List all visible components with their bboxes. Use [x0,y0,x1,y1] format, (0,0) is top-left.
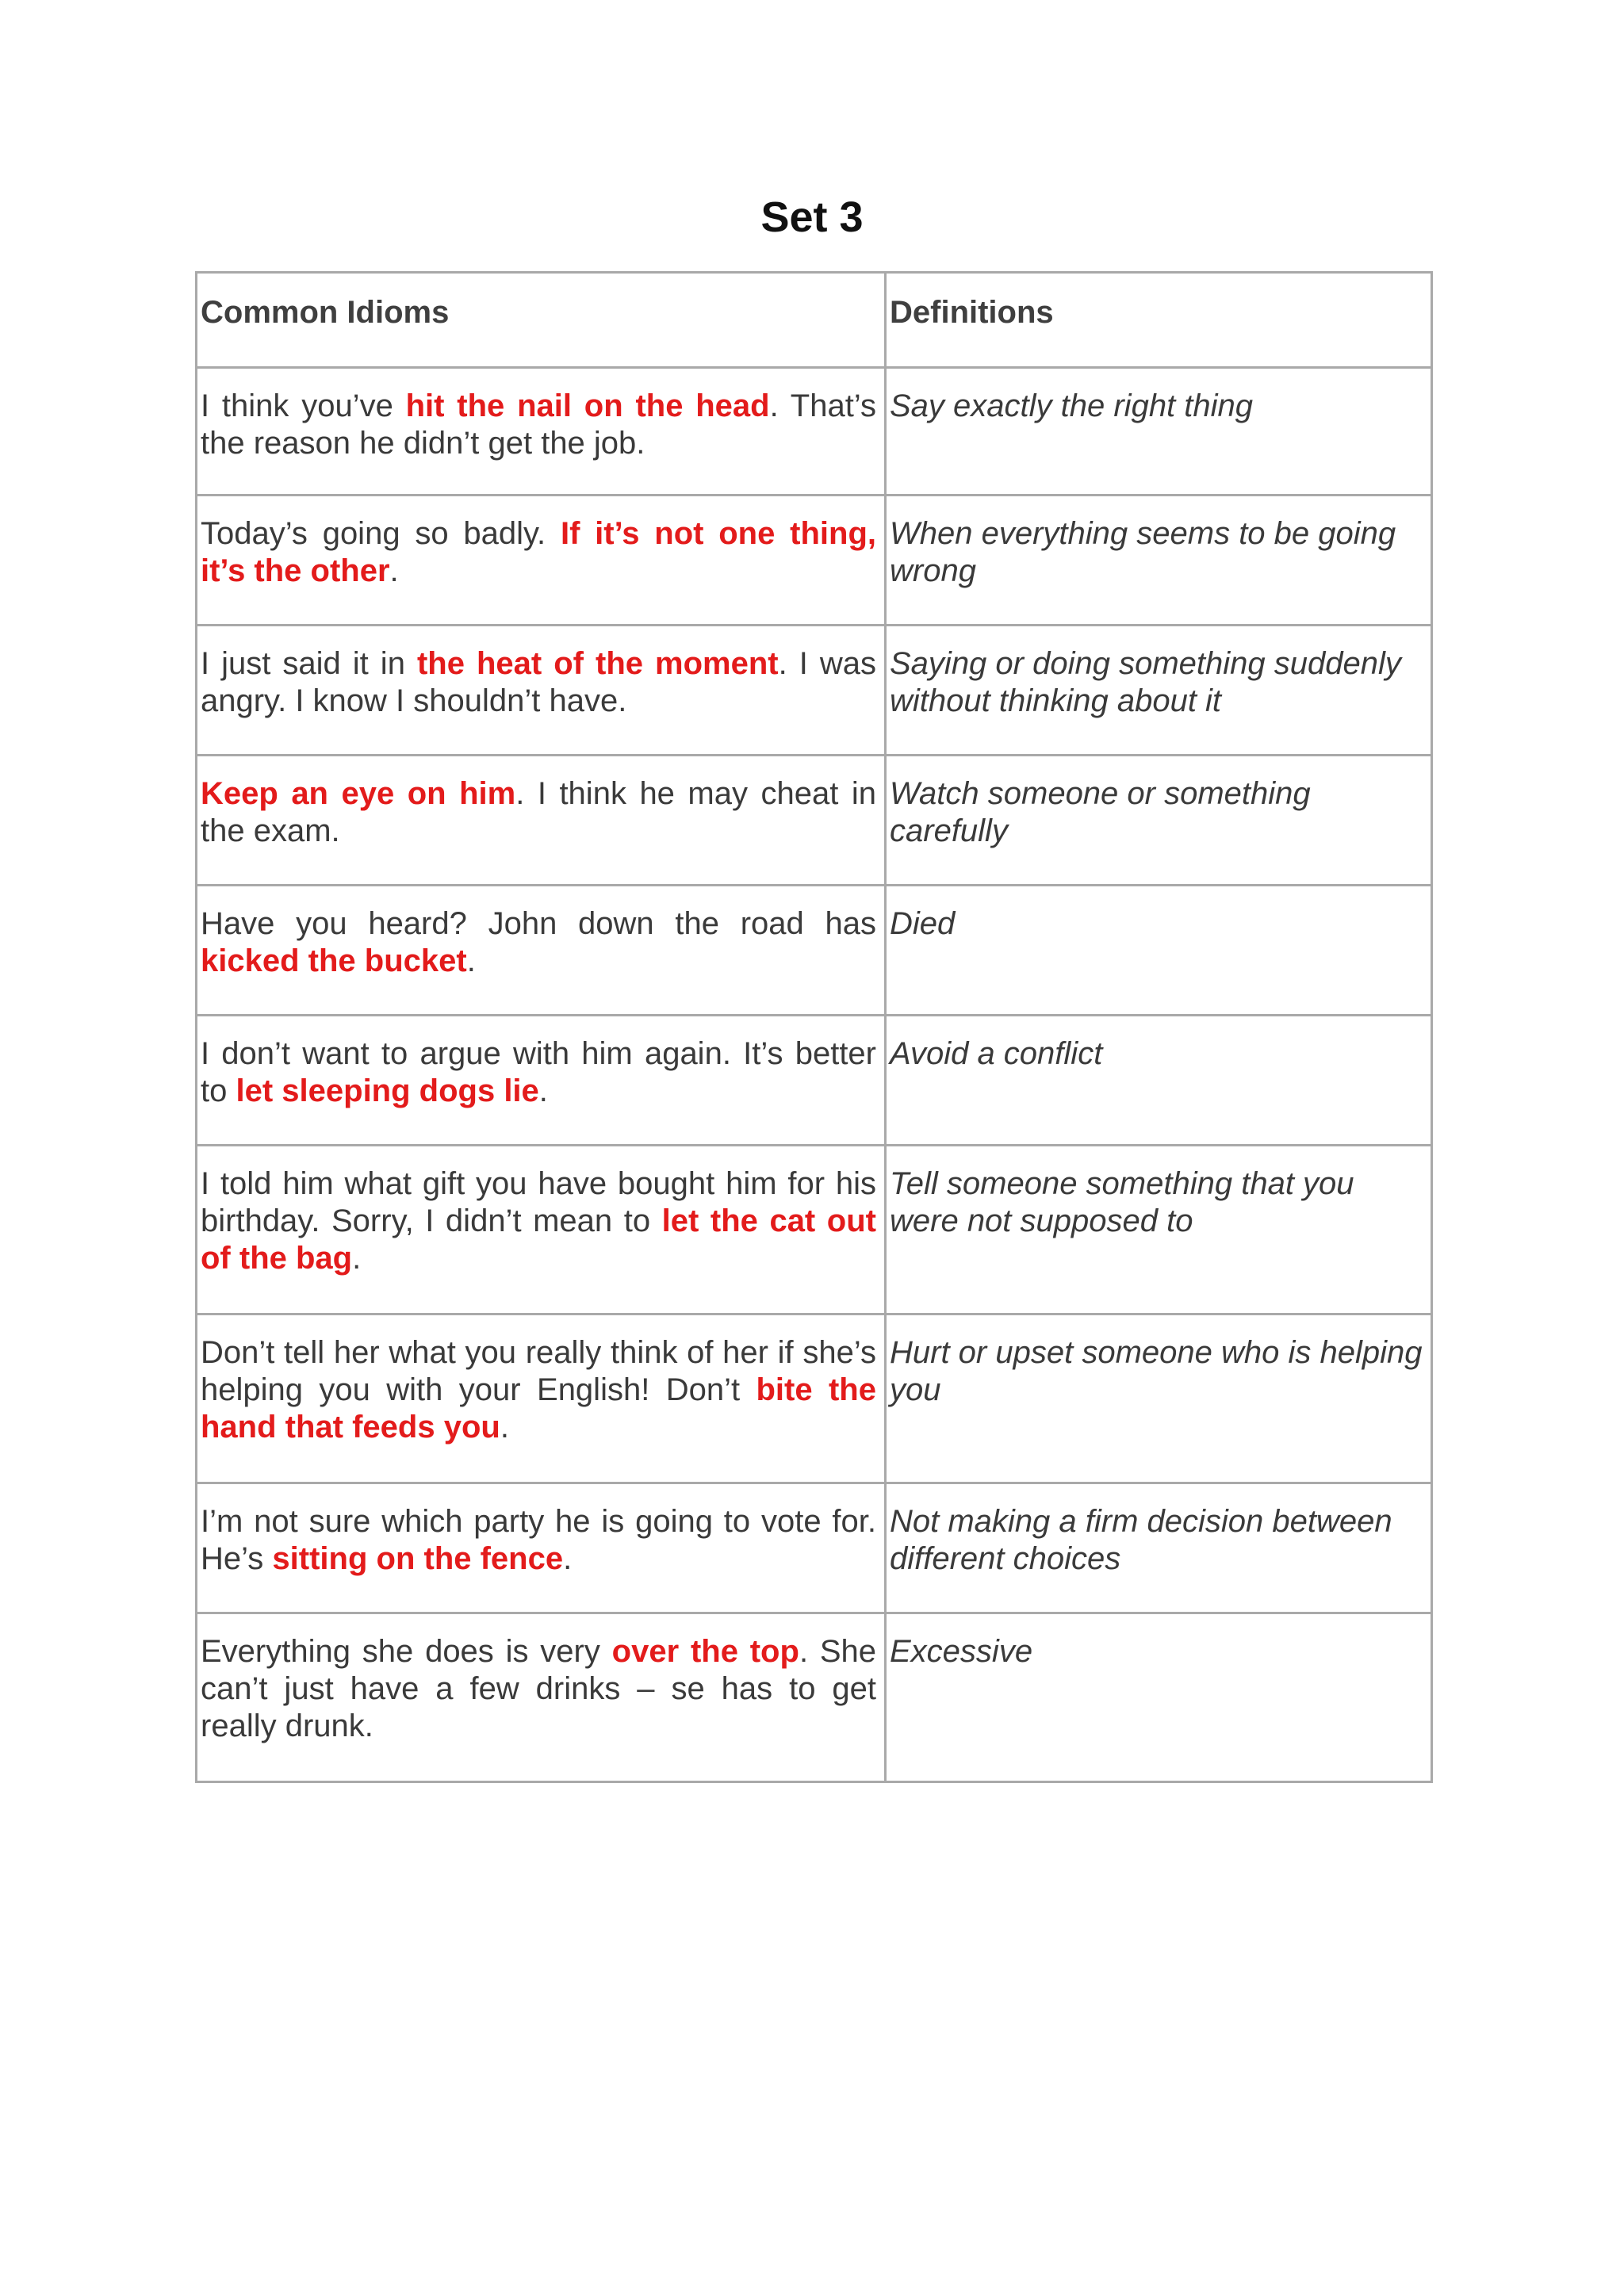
idiom-phrase: Keep an eye on him [201,776,516,811]
header-common-idioms: Common Idioms [197,273,886,368]
sentence-before: I don’t want to argue with him again. It’s better to [201,1036,876,1108]
idiom-phrase: bite the hand that feeds you [201,1372,876,1445]
idiom-definition: Excessive [886,1613,1432,1782]
table-row [197,496,1432,626]
sentence-after: . That’s the reason he didn’t get the job. [201,388,876,461]
sentence-before: I think you’ve [201,388,406,423]
sentence-after: . [352,1241,362,1276]
example-sentence [197,626,886,756]
table-row [197,626,1432,756]
idiom-phrase: the heat of the moment [416,646,779,681]
sentence-before: I just said it in [201,646,417,681]
sentence-before: Today’s going so badly. [201,516,561,551]
idiom-definition: Tell someone something that you were not supposed to [886,1146,1432,1314]
idiom-phrase: hit the nail on the head [405,388,770,423]
idiom-definition: Say exactly the right thing [886,368,1432,496]
header-definitions: Definitions [886,273,1432,368]
sentence-after: . [466,943,476,978]
idiom-phrase: kicked the bucket [201,943,467,978]
table-row [197,1314,1432,1483]
example-sentence [197,1483,886,1613]
page-title: Set 3 [760,193,864,241]
sentence-before: I told him what gift you have bought him for his birthday. Sorry, I didn’t mean to [201,1166,876,1238]
table-row [197,886,1432,1016]
example-sentence [197,496,886,626]
table-row [197,1146,1432,1314]
header-row [197,273,1432,368]
idiom-phrase: sitting on the fence [272,1541,564,1576]
example-sentence [197,1016,886,1146]
idiom-definition: Saying or doing something suddenly without thinking about it [886,626,1432,756]
sentence-after: . [500,1410,509,1445]
idiom-phrase: over the top [611,1634,799,1669]
sentence-before: I’m not sure which party he is going to vote for. He’s [201,1504,876,1576]
idiom-definition: Hurt or upset someone who is helping you [886,1314,1432,1483]
sentence-after: . [563,1541,573,1576]
idiom-phrase: let the cat out of the bag [201,1203,876,1276]
table-row [197,756,1432,886]
idiom-definition: Avoid a conflict [886,1016,1432,1146]
idiom-definition: Died [886,886,1432,1016]
example-sentence [197,1146,886,1314]
example-sentence [197,1613,886,1782]
example-sentence [197,1314,886,1483]
sentence-before: Have you heard? John down the road has [201,906,876,941]
table-row [197,1483,1432,1613]
sentence-after: . I was angry. I know I shouldn’t have. [201,646,877,718]
sentence-after: . [538,1073,548,1108]
sentence-after: . I think he may cheat in the exam. [201,776,876,848]
idiom-phrase: If it’s not one thing, it’s the other [201,516,876,588]
sentence-after: . She can’t just have a few drinks – se has to get really drunk. [201,1634,877,1743]
sentence-before: Everything she does is very [201,1634,612,1669]
sentence-before: Don’t tell her what you really think of her if she’s helping you with your English! Don’t [201,1335,876,1407]
idioms-table [195,271,1433,1783]
example-sentence [197,886,886,1016]
table-row [197,1613,1432,1782]
example-sentence [197,368,886,496]
idiom-phrase: let sleeping dogs lie [236,1073,539,1108]
idiom-definition: Not making a firm decision between different choices [886,1483,1432,1613]
idiom-definition: Watch someone or something carefully [886,756,1432,886]
idiom-definition: When everything seems to be going wrong [886,496,1432,626]
sentence-after: . [389,553,399,588]
table-row [197,1016,1432,1146]
example-sentence [197,756,886,886]
table-row [197,368,1432,496]
